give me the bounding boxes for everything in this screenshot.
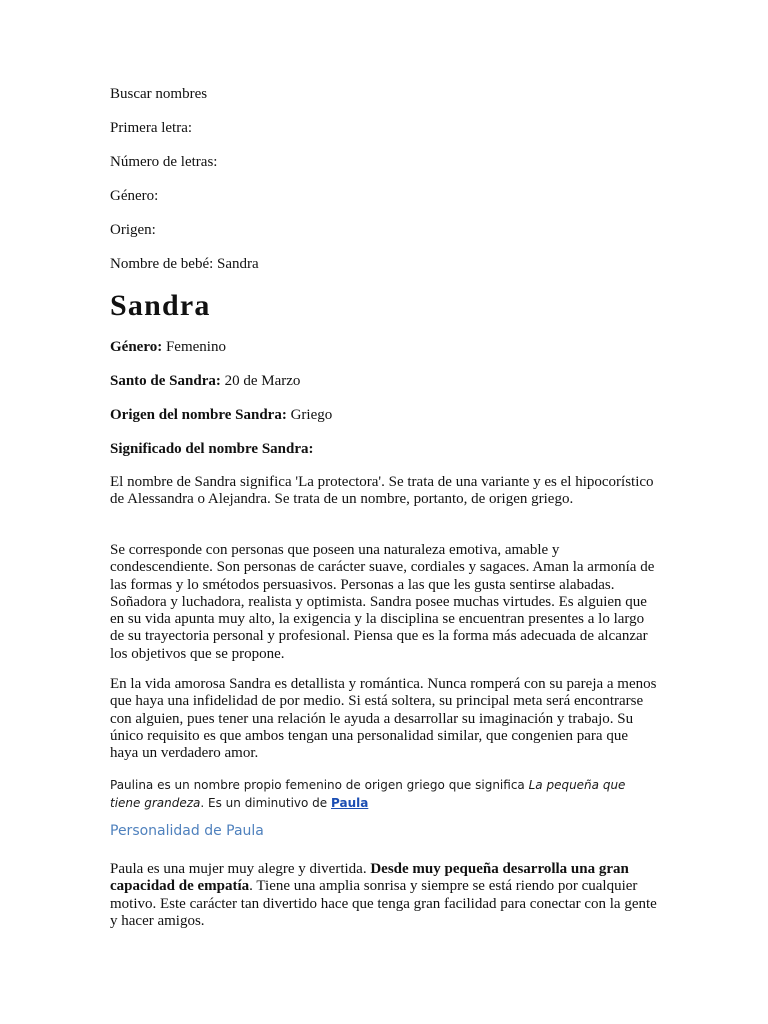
personality-paragraph: Se corresponde con personas que poseen una naturaleza emotiva, amable y condescendiente. Son personas de carácter suave, cordiales y sagaces. Aman la armonía de las formas y lo smétodos persuasivos. Personas a las que les gusta sentirse alabadas. Soñadora y luchadora, realista y optimista. Sandra posee muchas virtudes. Es alguien que en su vida apunta muy alto, la exigencia y la disciplina se encuentran presentes a lo largo de su trayectoria personal y profesional. Piensa que es la forma más adecuada de alcanzar los objetivos que se propone.	[110, 542, 655, 662]
saint-label: Santo de Sandra:	[110, 373, 221, 389]
origin-value: Griego	[290, 407, 333, 423]
meaning-row	[110, 441, 314, 458]
gender-filter-label: Género:	[110, 188, 159, 204]
first-letter-field	[110, 120, 192, 137]
paula-paragraph-bold: Desde muy pequeña desarrolla una gran capacidad de empatía	[110, 861, 629, 895]
baby-name-field	[110, 256, 259, 273]
paula-link[interactable]: Paula	[331, 796, 369, 810]
saint-value: 20 de Marzo	[224, 373, 301, 389]
origin-label: Origen del nombre Sandra:	[110, 407, 287, 423]
origin-row	[110, 407, 332, 424]
gender-filter-field	[110, 188, 158, 205]
gender-row	[110, 339, 226, 356]
baby-name-value: Sandra	[217, 256, 259, 272]
num-letters-field	[110, 154, 217, 171]
paula-paragraph-start: Paula es una mujer muy alegre y divertida.	[110, 861, 371, 877]
love-paragraph: En la vida amorosa Sandra es detallista y romántica. Nunca romperá con su pareja a menos que haya una infidelidad de por medio. Si está soltera, su principal meta será encontrarse con alguien, pues tener una relación le ayuda a desarrollar su imaginación y trabajo. Su único requisito es que ambos tengan una personalidad similar, que congenien para que haya un verdadero amor.	[110, 676, 657, 762]
paulina-intro-mid: . Es un diminutivo de	[200, 796, 331, 810]
paula-paragraph-end: . Tiene una amplia sonrisa y siempre se está riendo por cualquier motivo. Este carácter tan divertido hace que tenga gran facilidad para conectar con la gente y hacer amigos.	[110, 878, 657, 929]
gender-label: Género:	[110, 339, 163, 355]
paulina-intro-text: Paulina es un nombre propio femenino de origen griego que significa	[110, 778, 529, 792]
page-title: Sandra	[110, 289, 211, 322]
paula-paragraph	[110, 861, 658, 930]
search-heading: Buscar nombres	[110, 86, 208, 102]
saint-row	[110, 373, 300, 390]
meaning-paragraph: El nombre de Sandra significa 'La protectora'. Se trata de una variante y es el hipocorístico de Alessandra o Alejandra. Se trata de un nombre, portanto, de origen griego.	[110, 474, 654, 508]
paulina-intro	[110, 776, 658, 812]
meaning-label: Significado del nombre Sandra:	[110, 441, 314, 457]
paulina-meaning-italic: La pequeña que tiene grandeza	[110, 778, 626, 810]
paula-personality-heading: Personalidad de Paula	[110, 823, 264, 839]
gender-value: Femenino	[165, 339, 226, 355]
origin-filter-label: Origen:	[110, 222, 156, 238]
num-letters-label: Número de letras:	[110, 154, 218, 170]
baby-name-label: Nombre de bebé:	[110, 256, 214, 272]
first-letter-label: Primera letra:	[110, 120, 193, 136]
origin-filter-field	[110, 222, 156, 239]
